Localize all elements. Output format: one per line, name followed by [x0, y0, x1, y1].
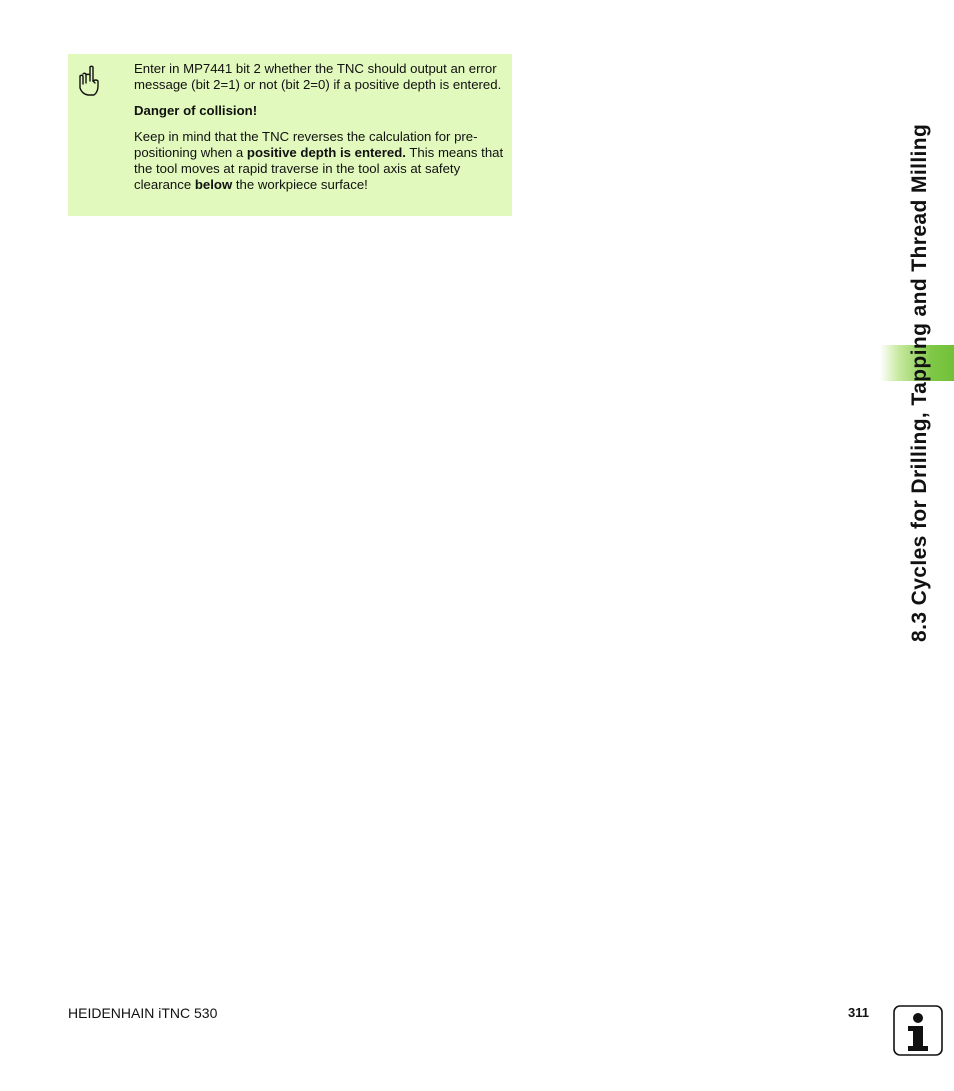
pointing-hand-icon — [78, 64, 102, 98]
note-paragraph-2-bold2: below — [194, 177, 233, 192]
note-paragraph-2-part2: This means that the tool moves at rapid traverse in the tool axis at safety clearance — [134, 145, 504, 192]
note-paragraph-2-part3: the workpiece surface! — [232, 177, 368, 192]
info-icon — [893, 1005, 943, 1056]
warning-heading — [134, 103, 506, 119]
note-paragraph-2-part1: Keep in mind that the TNC reverses the calculation for pre-positioning when a — [134, 129, 478, 160]
chapter-title: 8.3 Cycles for Drilling, Tapping and Thread Milling — [908, 123, 931, 642]
page-number: 311 — [848, 1005, 869, 1020]
note-paragraph-1: Enter in MP7441 bit 2 whether the TNC should output an error message (bit 2=1) or not (bit 2=0) if a positive depth is entered. — [134, 61, 502, 92]
note-paragraph-2 — [134, 129, 506, 193]
note-text — [134, 61, 506, 203]
note-box — [68, 54, 512, 216]
note-paragraph-2-bold1: positive depth is entered. — [246, 145, 406, 160]
footer-product-name: HEIDENHAIN iTNC 530 — [68, 1005, 218, 1021]
warning-heading-text: Danger of collision! — [134, 103, 258, 118]
